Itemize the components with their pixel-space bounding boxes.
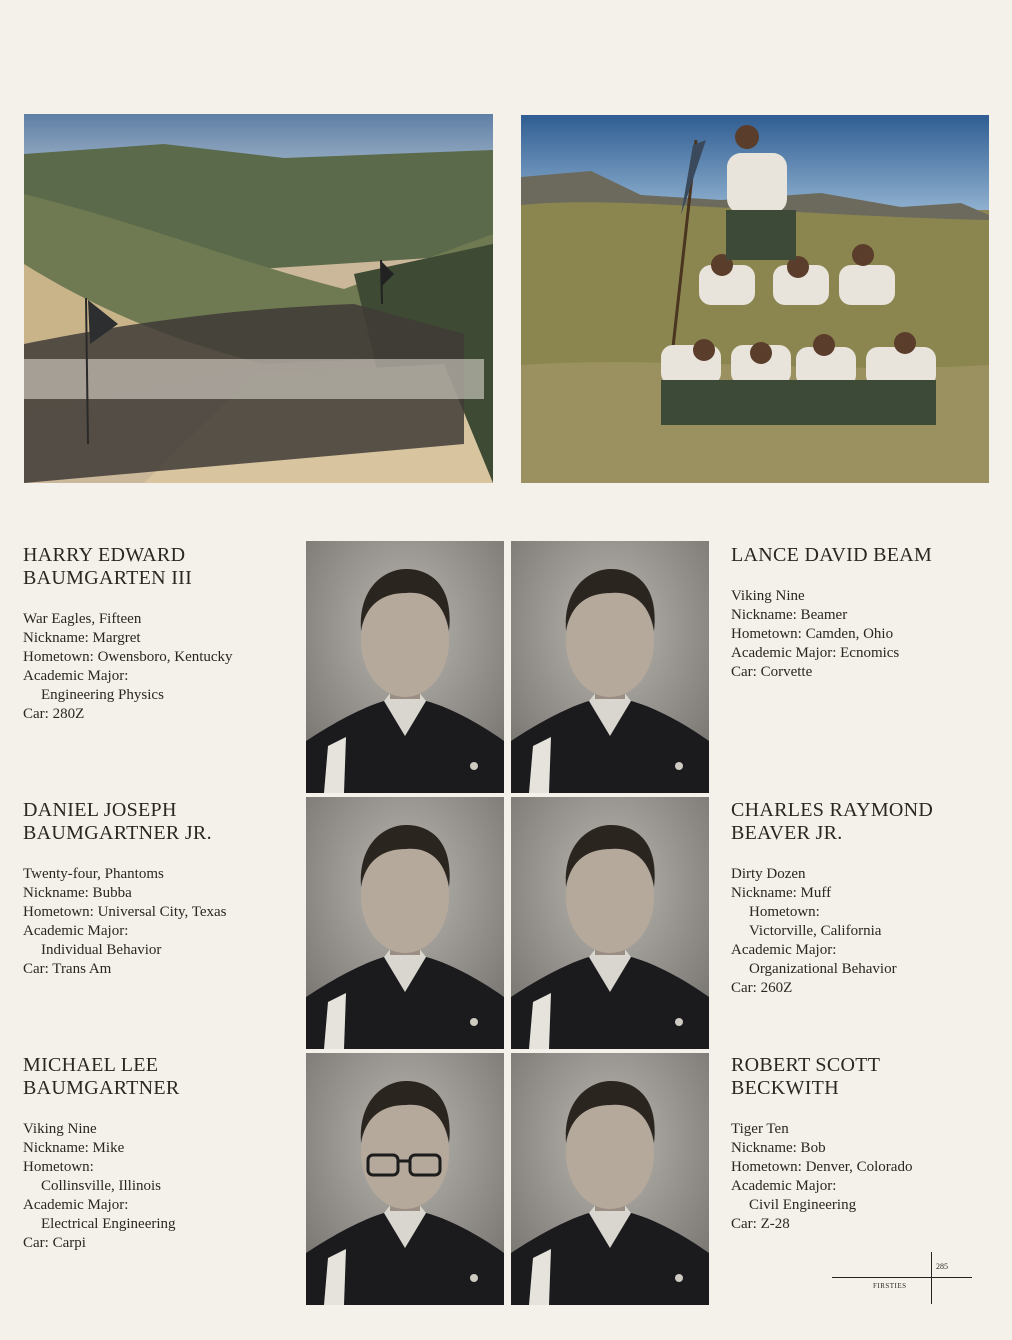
footer-rule bbox=[832, 1277, 972, 1278]
bio-line: Twenty-four, Phantoms bbox=[23, 866, 164, 882]
bio-line: Hometown: bbox=[23, 1159, 94, 1175]
bio-line: Tiger Ten bbox=[731, 1121, 789, 1137]
bio-lines bbox=[731, 865, 1001, 998]
bio-line: Car: 260Z bbox=[731, 980, 793, 996]
bio-line: War Eagles, Fifteen bbox=[23, 611, 142, 627]
bio-line: Dirty Dozen bbox=[731, 866, 806, 882]
portrait-photo bbox=[511, 1053, 709, 1305]
bio-line: Organizational Behavior bbox=[749, 961, 897, 977]
bio-line: Hometown: bbox=[749, 904, 820, 920]
person-name: ROBERT SCOTT BECKWITH bbox=[731, 1054, 881, 1099]
bio-line: Nickname: Bob bbox=[731, 1140, 826, 1156]
bio-line: Engineering Physics bbox=[41, 687, 164, 703]
bio-line: Academic Major: bbox=[23, 668, 129, 684]
bio-line: Hometown: Universal City, Texas bbox=[23, 904, 227, 920]
portrait-photo bbox=[306, 1053, 504, 1305]
footer-rule-vertical bbox=[931, 1252, 932, 1304]
bio-robert-beckwith bbox=[731, 1054, 1001, 1234]
bio-line: Hometown: Camden, Ohio bbox=[731, 626, 894, 642]
person-name: DANIEL JOSEPH BAUMGARTNER JR. bbox=[23, 799, 212, 844]
person-name: HARRY EDWARD BAUMGARTEN III bbox=[23, 544, 193, 589]
bio-line: Academic Major: Ecnomics bbox=[731, 645, 900, 661]
bio-lines bbox=[731, 1120, 1001, 1234]
bio-line: Viking Nine bbox=[23, 1121, 97, 1137]
bio-line: Academic Major: bbox=[23, 923, 129, 939]
bio-line: Viking Nine bbox=[731, 588, 805, 604]
bio-lines bbox=[23, 610, 293, 724]
bio-line: Car: Corvette bbox=[731, 664, 813, 680]
bio-line: Nickname: Margret bbox=[23, 630, 141, 646]
bio-lines bbox=[731, 587, 1001, 682]
bio-line: Collinsville, Illinois bbox=[41, 1178, 162, 1194]
photo-cadets-running bbox=[24, 114, 493, 483]
bio-lines bbox=[23, 865, 293, 979]
bio-line: Civil Engineering bbox=[749, 1197, 857, 1213]
photo-human-pyramid bbox=[521, 115, 989, 483]
bio-line: Individual Behavior bbox=[41, 942, 162, 958]
person-name: LANCE DAVID BEAM bbox=[731, 544, 933, 566]
bio-line: Electrical Engineering bbox=[41, 1216, 176, 1232]
portrait-photo bbox=[511, 541, 709, 793]
bio-harry-baumgarten bbox=[23, 544, 293, 724]
bio-line: Hometown: Owensboro, Kentucky bbox=[23, 649, 233, 665]
bio-line: Academic Major: bbox=[23, 1197, 129, 1213]
section-label: FIRSTIES bbox=[873, 1282, 907, 1290]
bio-line: Car: Trans Am bbox=[23, 961, 112, 977]
bio-line: Academic Major: bbox=[731, 1178, 837, 1194]
bio-line: Nickname: Muff bbox=[731, 885, 832, 901]
bio-line: Nickname: Beamer bbox=[731, 607, 848, 623]
bio-line: Car: 280Z bbox=[23, 706, 85, 722]
bio-daniel-baumgartner bbox=[23, 799, 293, 979]
bio-line: Victorville, California bbox=[749, 923, 882, 939]
bio-line: Nickname: Mike bbox=[23, 1140, 125, 1156]
bio-line: Academic Major: bbox=[731, 942, 837, 958]
person-name: CHARLES RAYMOND BEAVER JR. bbox=[731, 799, 934, 844]
bio-line: Car: Carpi bbox=[23, 1235, 86, 1251]
portrait-photo bbox=[306, 797, 504, 1049]
person-name: MICHAEL LEE BAUMGARTNER bbox=[23, 1054, 180, 1099]
portrait-photo bbox=[306, 541, 504, 793]
bio-michael-baumgartner bbox=[23, 1054, 293, 1253]
bio-lines bbox=[23, 1120, 293, 1253]
portrait-photo bbox=[511, 797, 709, 1049]
bio-line: Hometown: Denver, Colorado bbox=[731, 1159, 913, 1175]
bio-lance-beam bbox=[731, 544, 1001, 682]
bio-line: Car: Z-28 bbox=[731, 1216, 790, 1232]
page-number: 285 bbox=[936, 1262, 948, 1271]
bio-charles-beaver bbox=[731, 799, 1001, 998]
bio-line: Nickname: Bubba bbox=[23, 885, 132, 901]
